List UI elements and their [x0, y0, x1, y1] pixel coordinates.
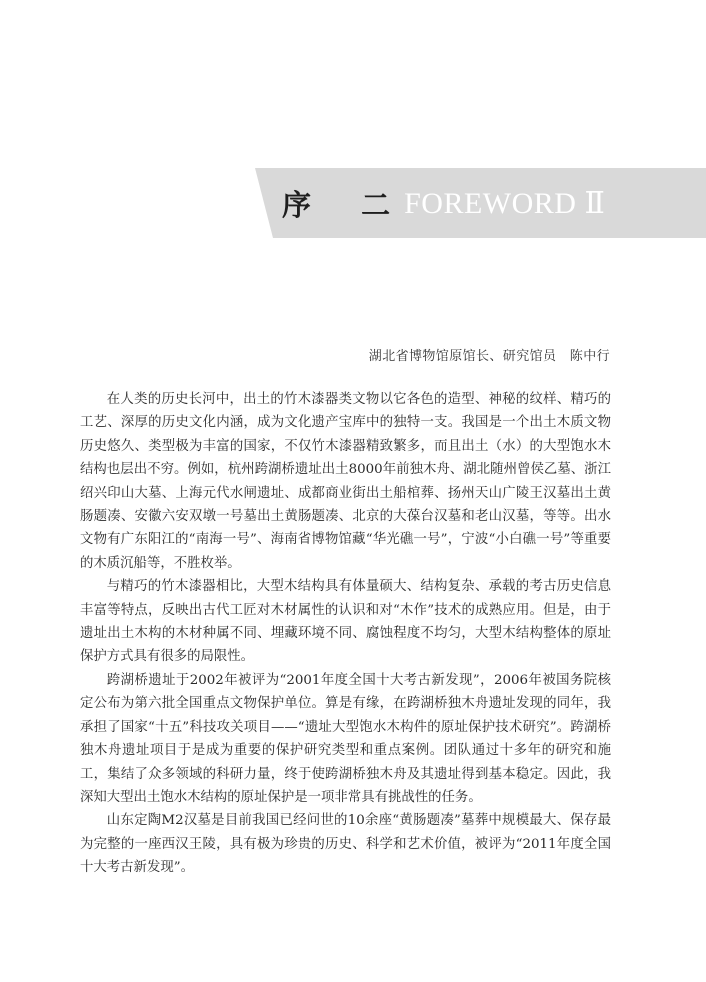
author-line: 湖北省博物馆原馆长、研究馆员 陈中行	[368, 349, 610, 364]
paragraph: 跨湖桥遗址于2002年被评为“2001年度全国十大考古新发现”，2006年被国务院核定公布为第六批全国重点文物保护单位。算是有缘，在跨湖桥独木舟遗址发现的同年，我承担了国家“十五”科技攻关项目——“遗址大型饱水木构件的原址保护技术研究”。跨湖桥独木舟遗址项目于是成为重要的保护研究类型和重点案例。团队通过十多年的研究和施工，集结了众多领域的科研力量，终于使跨湖桥独木舟及其遗址得到基本稳定。因此，我深知大型出土饱水木结构的原址保护是一项非常具有挑战性的任务。	[80, 672, 611, 805]
title-block	[282, 168, 605, 238]
paragraph: 在人类的历史长河中，出土的竹木漆器类文物以它各色的造型、神秘的纹样、精巧的工艺、深厚的历史文化内涵，成为文化遗产宝库中的独特一支。我国是一个出土木质文物历史悠久、类型极为丰富的国家，不仅竹木漆器精致繁多，而且出土（水）的大型饱水木结构也层出不穷。例如，杭州跨湖桥遗址出土8000年前独木舟、湖北随州曾侯乙墓、浙江绍兴印山大墓、上海元代水闸遗址、成都商业街出土船棺葬、扬州天山广陵王汉墓出土黄肠题凑、安徽六安双墩一号墓出土黄肠题凑、北京的大葆台汉墓和老山汉墓，等等。出水文物有广东阳江的“南海一号”、海南省博物馆藏“华光礁一号”，宁波“小白礁一号”等重要的木质沉船等，不胜枚举。	[80, 392, 611, 571]
paragraph: 与精巧的竹木漆器相比，大型木结构具有体量硕大、结构复杂、承载的考古历史信息丰富等特点，反映出古代工匠对木材属性的认识和对“木作”技术的成熟应用。但是，由于遗址出土木构的木材种属不同、埋藏环境不同、腐蚀程度不均匀，大型木结构整体的原址保护方式具有很多的局限性。	[80, 579, 611, 665]
paragraph: 山东定陶M2汉墓是目前我国已经问世的10余座“黄肠题凑”墓葬中规模最大、保存最为完整的一座西汉王陵，具有极为珍贵的历史、科学和艺术价值，被评为“2011年度全国十大考古新发现”。	[80, 813, 611, 876]
body-text	[80, 388, 611, 880]
page-title-chinese: 序 二	[282, 187, 391, 222]
page-title-english: FOREWORD Ⅱ	[404, 186, 606, 220]
